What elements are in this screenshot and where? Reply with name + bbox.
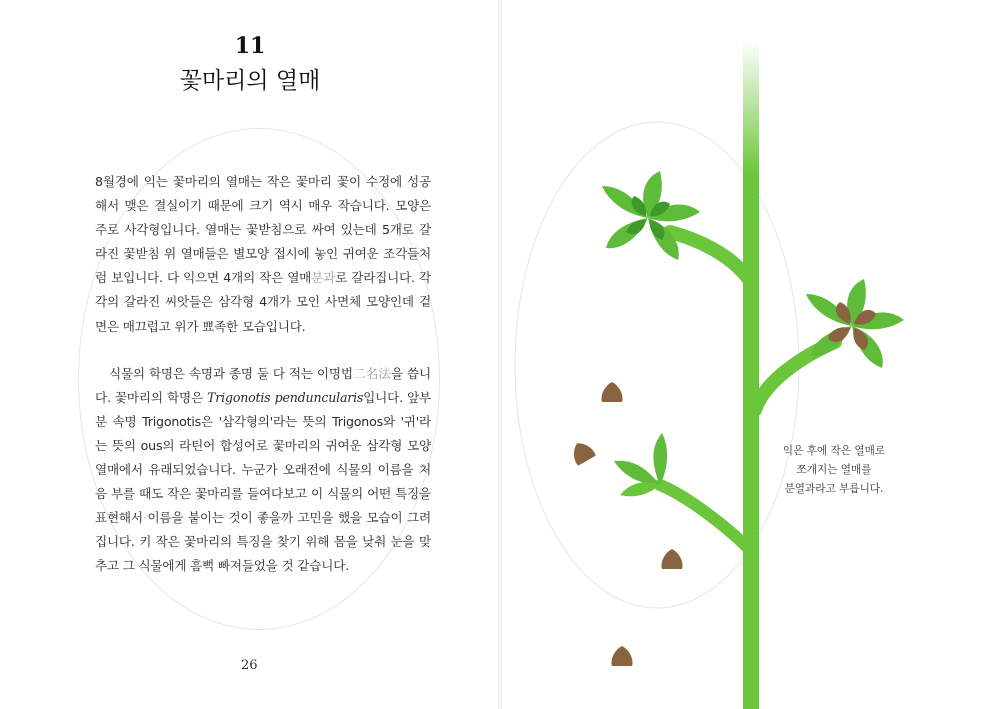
page-number: 26 xyxy=(241,658,258,673)
right-page xyxy=(500,0,1000,709)
falling-nutlet-4 xyxy=(611,646,632,666)
lower-branch xyxy=(660,485,748,548)
scientific-name: Trigonotis penduncularis xyxy=(207,389,364,405)
falling-nutlet-2 xyxy=(568,438,596,466)
paragraph-2: 식물의 학명은 속명과 종명 둘 다 적는 이명법二名法을 씁니다. 꽃마리의 학명은 Trigonotis penduncularis입니다. 앞부분 속명 Trigonotis은 '삼각형의'라는 뜻의 Trigonos와 '귀'라는 뜻의 ous의 라틴어 합성어로 꽃마리의 귀여운 삼각형 모양 열매에서 유래되었습니다. 누군가 오래전에 식물의 이름을 처음 부를 때도 작은 꽃마리를 들여다보고 이 식물의 어떤 특징을 표현해서 이름을 붙이는 것이 좋을까 고민을 했을 모습이 그려집니다. 키 작은 꽃마리의 특징을 찾기 위해 몸을 낮춰 눈을 맞추고 그 식물에게 흠뻑 빠져들었을 것 같습니다. xyxy=(95,365,431,574)
body-text xyxy=(95,170,431,579)
hanja-annotation: 二名法 xyxy=(352,365,392,381)
calyx-flower-upper xyxy=(602,171,700,260)
calyx-flower-with-fruit xyxy=(806,279,904,368)
plant-illustration xyxy=(500,0,1000,709)
hanja-annotation: 분과 xyxy=(311,270,336,286)
falling-nutlet-1 xyxy=(601,382,622,402)
falling-nutlet-3 xyxy=(661,549,682,569)
upper-branch xyxy=(670,232,748,278)
chapter-title: 꽃마리의 열매 xyxy=(179,68,321,94)
main-stem xyxy=(743,40,759,709)
paragraph-1: 8월경에 익는 꽃마리의 열매는 작은 꽃마리 꽃이 수정에 성공해서 맺은 결실이기 때문에 크기 역시 매우 작습니다. 모양은 주로 사각형입니다. 열매는 꽃받침으로 싸여 있는데 5개로 갈라진 꽃받침 위 열매들은 별모양 접시에 놓인 귀여운 조각들처럼 보입니다. 다 익으면 4개의 작은 열매분과로 갈라집니다. 각각의 갈라진 씨앗들은 삼각형 4개가 모인 사면체 모양인데 겉면은 매끄럽고 위가 뾰족한 모습입니다. xyxy=(95,174,432,334)
illustration-caption: 익은 후에 작은 열매로 쪼개지는 열매를 분열과라고 부릅니다. xyxy=(782,445,886,495)
chapter-number: 11 xyxy=(234,33,266,59)
